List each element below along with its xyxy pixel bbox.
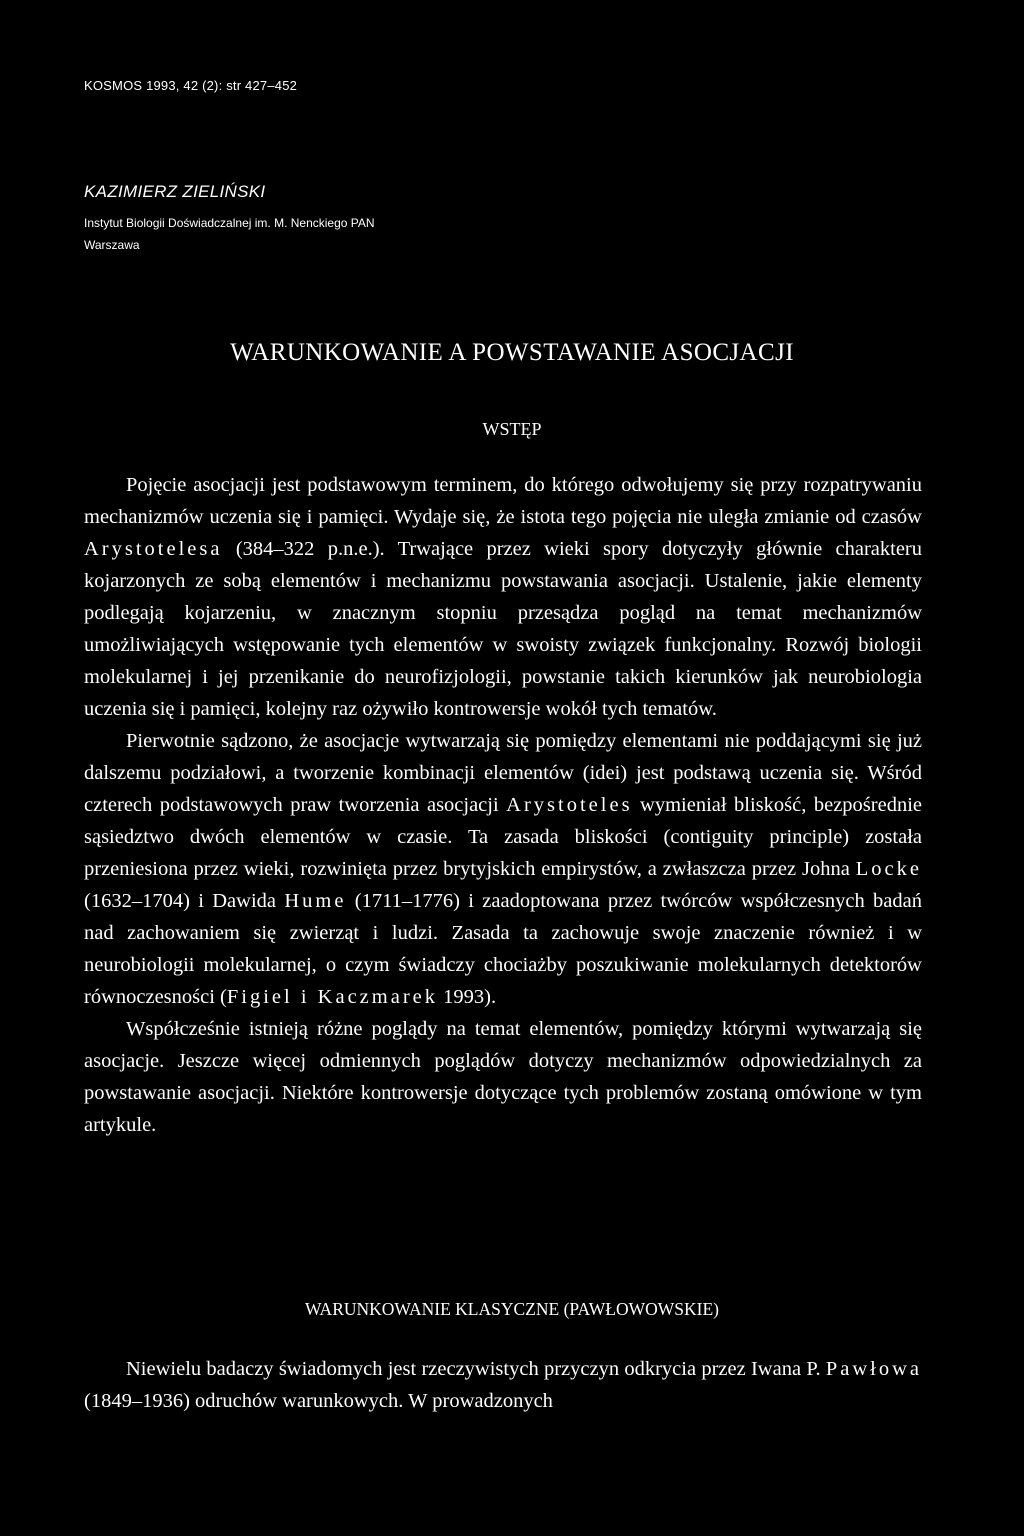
section-classical-body [84,1353,922,1417]
author-affiliation: Instytut Biologii Doświadczalnej im. M. Nenckiego PAN [84,216,375,230]
paragraph-text: 1993). [438,986,497,1008]
article-title: WARUNKOWANIE A POWSTAWANIE ASOCJACJI [230,339,794,366]
paragraph-text: (384–322 p.n.e.). Trwające przez wieki spory dotyczyły głównie charakteru kojarzonych ze sobą elementów i mechanizmu powstawania asocjacji. Ustalenie, jakie elementy podlegają kojarzeniu, w znacznym stopniu przesądza pogląd na temat mechanizmów umożliwiających wstępowanie tych elementów w swoisty związek funkcjonalny. Rozwój biologii molekularnej i jej przenikanie do neurofizjologii, powstanie takich kierunków jak neurobiologia uczenia się i pamięci, kolejny raz ożywiło kontrowersje wokół tych tematów. [84,538,922,720]
cited-name: Locke [855,858,922,880]
cited-name: Pawłowa [825,1358,922,1380]
cited-name: Hume [284,890,347,912]
paragraph-text: (1849–1936) odruchów warunkowych. W prowadzonych [84,1390,553,1412]
author-city: Warszawa [84,238,140,252]
paragraph-text: (1711–1776) i zaadoptowana przez twórców współczesnych badań nad zachowaniem się zwierząt i ludzi. Zasada ta zachowuje swoje znaczenie również i w neurobiologii molekularnej, o czym świadczy chociażby poszukiwanie molekularnych detektorów równoczesności ( [84,890,922,1008]
paragraph-text: Pierwotnie sądzono, że asocjacje wytwarzają się pomiędzy elementami nie poddającymi się już dalszemu podziałowi, a tworzenie kombinacji elementów (idei) jest podstawą uczenia się. Wśród czterech podstawowych praw tworzenia asocjacji [84,730,922,816]
section-intro-body [84,469,922,1141]
paragraph-text: Współcześnie istnieją różne poglądy na temat elementów, pomiędzy którymi wytwarzają się asocjacje. Jeszcze więcej odmiennych poglądów dotyczy mechanizmów odpowiedzialnych za powstawanie asocjacji. Niektóre kontrowersje dotyczące tych problemów zostaną omówione w tym artykule. [84,1018,922,1136]
paragraph-text: Niewielu badaczy świadomych jest rzeczywistych przyczyn odkrycia przez Iwana P. [126,1358,826,1380]
cited-name: Arystotelesa [84,538,223,560]
paragraph-text: (1632–1704) i Dawida [84,890,285,912]
paragraph [84,725,922,1013]
journal-reference: KOSMOS 1993, 42 (2): str 427–452 [84,78,298,93]
paragraph [84,1353,922,1417]
author-name: KAZIMIERZ ZIELIŃSKI [84,182,266,201]
cited-name: Arystoteles [506,794,633,816]
section-heading-classical-conditioning: WARUNKOWANIE KLASYCZNE (PAWŁOWOWSKIE) [304,1299,719,1319]
paragraph [84,469,922,725]
cited-name: Figiel i Kaczmarek [226,986,438,1008]
paragraph-text: wymieniał bliskość, bezpośrednie sąsiedztwo dwóch elementów w czasie. Ta zasada bliskości (contiguity principle) została przeniesiona przez wieki, rozwinięta przez brytyjskich empirystów, a zwłaszcza przez Johna [84,794,922,880]
paragraph-text: Pojęcie asocjacji jest podstawowym terminem, do którego odwołujemy się przy rozpatrywaniu mechanizmów uczenia się i pamięci. Wydaje się, że istota tego pojęcia nie uległa zmianie od czasów [84,474,922,528]
paragraph [84,1013,922,1141]
section-heading-intro: WSTĘP [482,419,542,439]
